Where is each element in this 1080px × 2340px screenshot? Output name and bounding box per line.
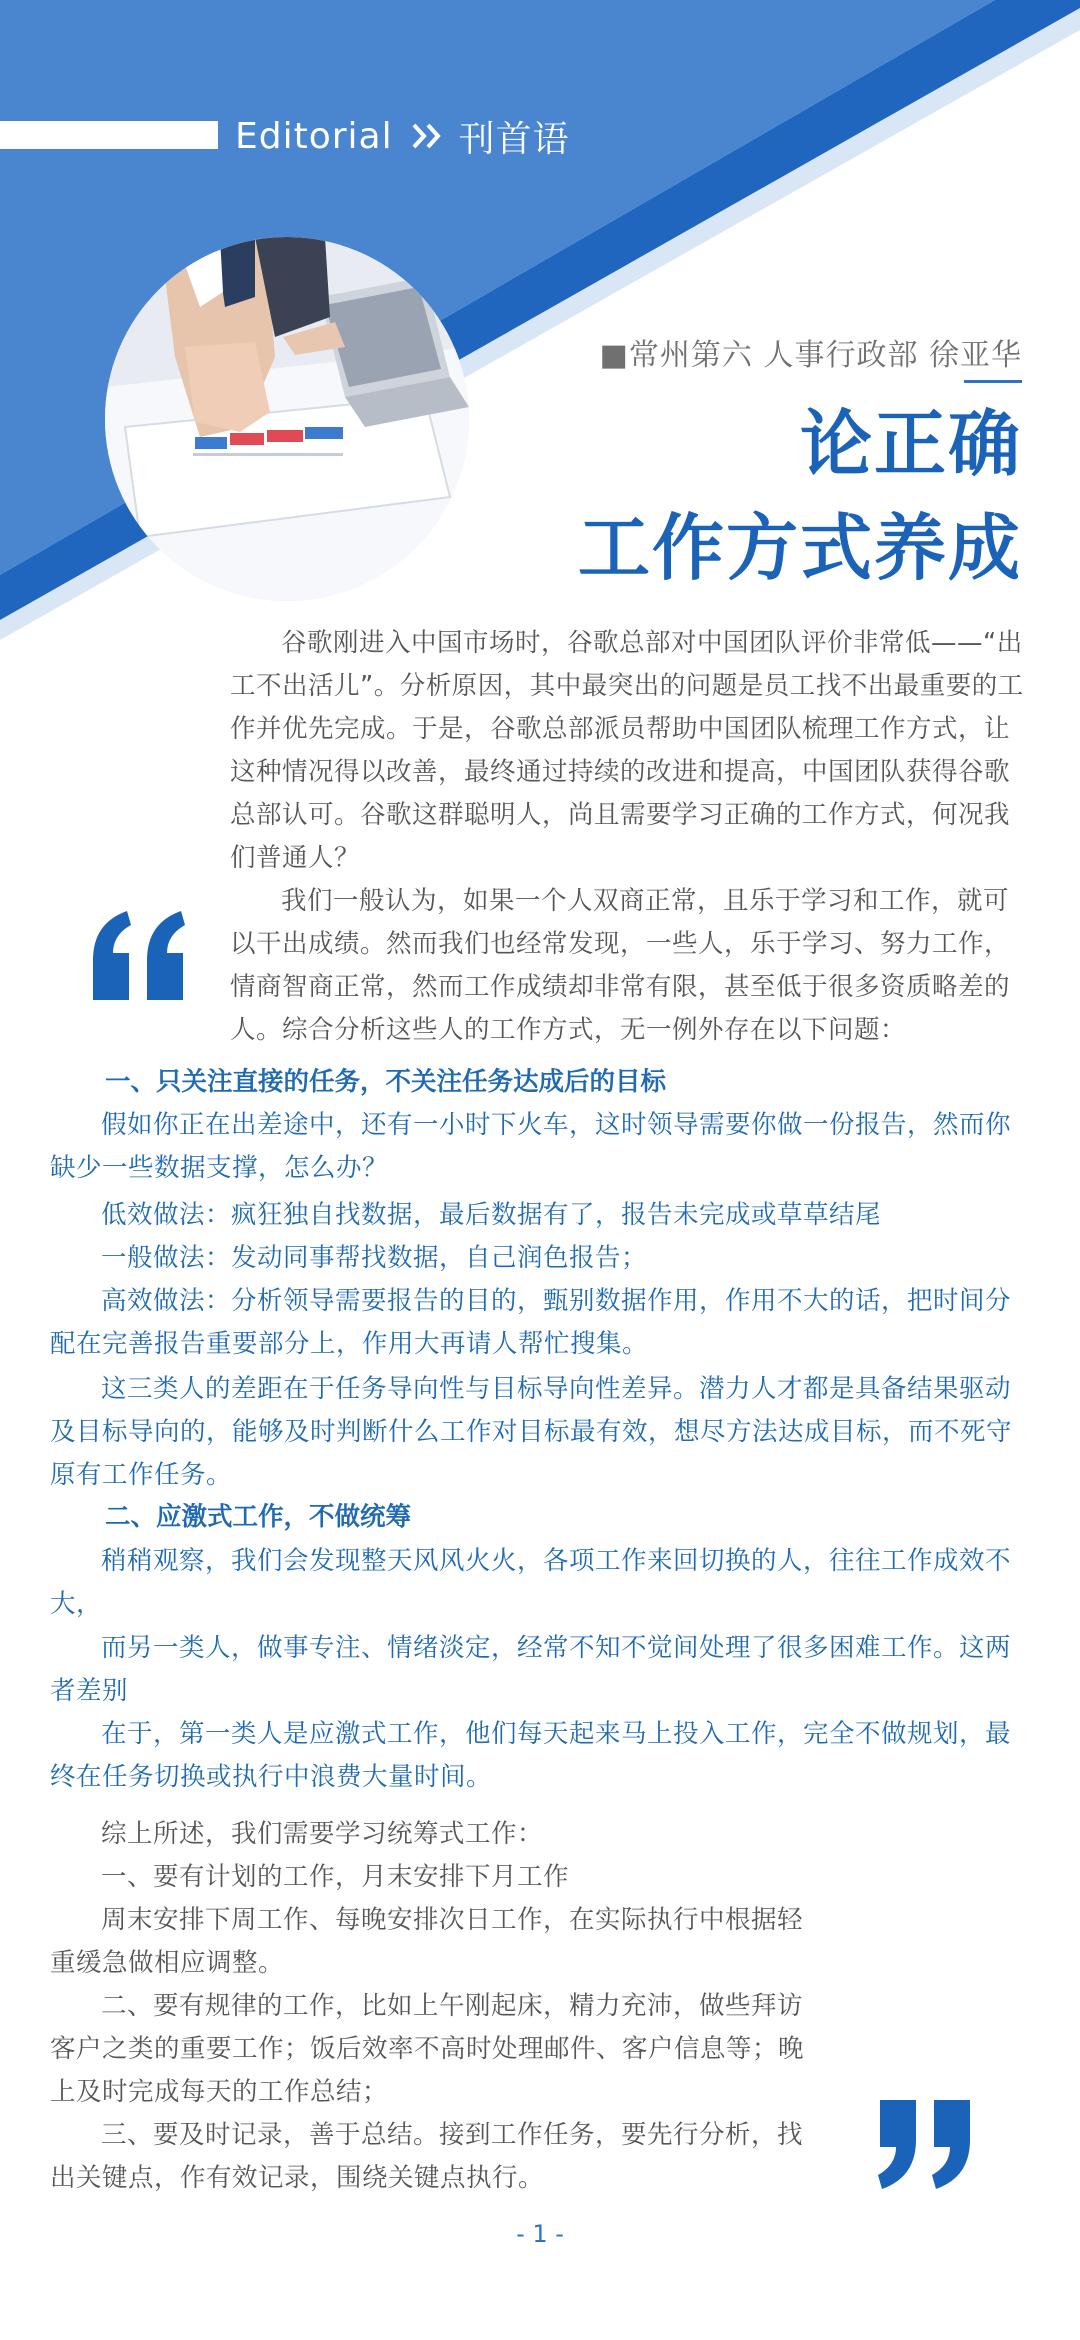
- conclusion-paragraph-4: 二、要有规律的工作，比如上午刚起床，精力充沛，做些拜访客户之类的重要工作；饭后效率不高时处理邮件、客户信息等；晚上及时完成每天的工作总结；: [50, 1991, 805, 2107]
- conclusion-paragraph-3: 周末安排下周工作、每晚安排次日工作，在实际执行中根据轻重缓急做相应调整。: [50, 1905, 804, 1978]
- section-1-paragraph-3: 一般做法：发动同事帮找数据，自己润色报告；: [101, 1243, 648, 1273]
- section-2-heading: 二、应激式工作，不做统筹: [105, 1502, 412, 1532]
- intro-paragraph-2: 我们一般认为，如果一个人双商正常，且乐于学习和工作，就可以干出成绩。然而我们也经常发现，一些人，乐于学习、努力工作，情商智商正常，然而工作成绩却非常有限，甚至低于很多资质略差的人。综合分析这些人的工作方式，无一例外存在以下问题：: [230, 886, 1011, 1045]
- section-label: [235, 111, 570, 161]
- intro-paragraph-1: 谷歌刚进入中国市场时，谷歌总部对中国团队评价非常低——“出工不出活儿”。分析原因，其中最突出的问题是员工找不出最重要的工作并优先完成。于是，谷歌总部派员帮助中国团队梳理工作方式，让这种情况得以改善，最终通过持续的改进和提高，中国团队获得谷歌总部认可。谷歌这群聪明人，尚且需要学习正确的工作方式，何况我们普通人？: [230, 628, 1024, 873]
- title-line-2: 工作方式养成: [577, 506, 1022, 590]
- section-1-paragraph-2: 低效做法：疯狂独自找数据，最后数据有了，报告未完成或草草结尾: [101, 1200, 882, 1230]
- section-1-paragraph-1: 假如你正在出差途中，还有一小时下火车，这时领导需要你做一份报告，然而你缺少一些数据支撑，怎么办？: [50, 1110, 1012, 1183]
- article-title: [578, 392, 1022, 600]
- section-2-paragraph-1: 稍稍观察，我们会发现整天风风火火，各项工作来回切换的人，往往工作成效不大，: [50, 1546, 1012, 1619]
- section-2-paragraph-2: 而另一类人，做事专注、情绪淡定，经常不知不觉间处理了很多困难工作。这两者差别: [50, 1633, 1012, 1706]
- conclusion-paragraph-5: 三、要及时记录，善于总结。接到工作任务，要先行分析，找出关键点，作有效记录，围绕关键点执行。: [50, 2120, 804, 2193]
- byline-divider: [964, 380, 1022, 383]
- open-quote-icon: [85, 905, 195, 1005]
- section-2-paragraph-3: 在于，第一类人是应激式工作，他们每天起来马上投入工作，完全不做规划，最终在任务切换或执行中浪费大量时间。: [50, 1719, 1012, 1792]
- conclusion-paragraph-2: 一、要有计划的工作，月末安排下月工作: [101, 1862, 570, 1892]
- close-quote-icon: [874, 2095, 984, 2195]
- author-byline: ■常州第六 人事行政部 徐亚华: [599, 338, 1022, 373]
- header-white-bar: [0, 121, 218, 149]
- business-photo: [105, 237, 469, 601]
- page-number: - 1 -: [516, 2220, 564, 2248]
- section-label-chinese: 刊首语: [458, 118, 570, 160]
- section-label-english: Editorial: [235, 115, 393, 157]
- title-line-1: 论正确: [799, 402, 1022, 486]
- double-chevron-icon: [411, 121, 445, 151]
- section-1-paragraph-4: 高效做法：分析领导需要报告的目的，甄别数据作用，作用不大的话，把时间分配在完善报告重要部分上，作用大再请人帮忙搜集。: [50, 1286, 1012, 1359]
- conclusion-paragraph-1: 综上所述，我们需要学习统筹式工作：: [101, 1819, 544, 1849]
- section-1-paragraph-5: 这三类人的差距在于任务导向性与目标导向性差异。潜力人才都是具备结果驱动及目标导向的，能够及时判断什么工作对目标最有效，想尽方法达成目标，而不死守原有工作任务。: [50, 1374, 1013, 1490]
- section-1-heading: 一、只关注直接的任务，不关注任务达成后的目标: [105, 1067, 667, 1097]
